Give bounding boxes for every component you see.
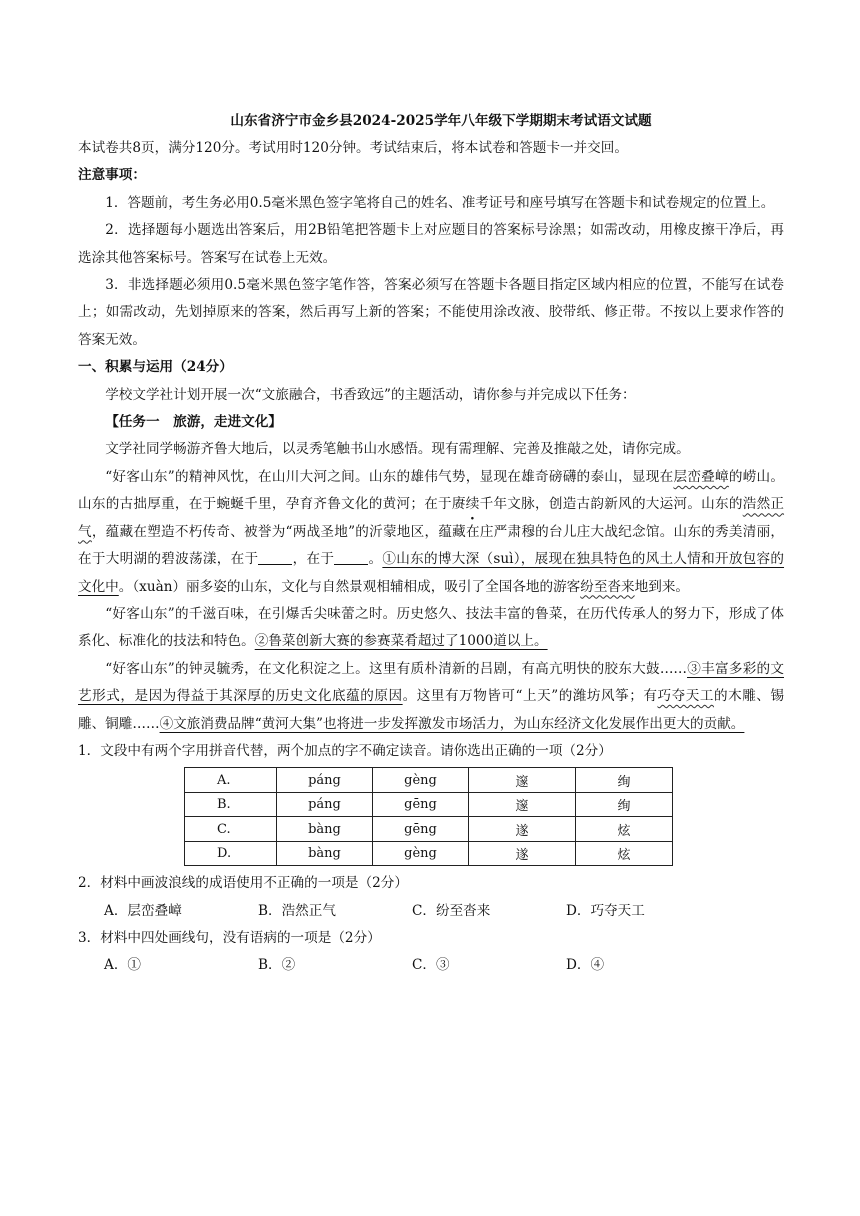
option-cell: páng [277, 768, 373, 793]
option-cell: A. [185, 768, 277, 793]
option-cell: gèng [373, 768, 469, 793]
option-row[interactable] [185, 841, 673, 866]
question-2: 2．材料中画波浪线的成语使用不正确的一项是（2分） [78, 875, 408, 892]
option-cell: gèng [373, 841, 469, 866]
dotted-char: 赓 [451, 496, 466, 513]
task-1-description: 文学社同学畅游齐鲁大地后，以灵秀笔触书山水感悟。现有需理解、完善及推敲之处，请你完成。 [105, 441, 690, 458]
passage-text: 。（xuàn）丽多姿的山东，文化与自然景观相辅相成，吸引了全国各地的游客 [118, 578, 581, 595]
question-3: 3．材料中四处画线句，没有语病的一项是（2分） [78, 929, 381, 946]
section-heading-1: 一、积累与运用（24分） [78, 359, 233, 376]
option-cell: D. [185, 841, 277, 866]
question-1: 1．文段中有两个字用拼音代替，两个加点的字不确定读音。请你选出正确的一项（2分） [78, 742, 612, 759]
passage-paragraph-2 [78, 601, 784, 656]
passage-text: “好客山东”的钟灵毓秀，在文化积淀之上。这里有质朴清新的吕剧，有高亢明快的胶东大鼓…… [105, 660, 688, 677]
option-row[interactable] [185, 817, 673, 842]
option-cell: B. [185, 792, 277, 817]
choice-c[interactable]: C．③ [412, 957, 450, 974]
idiom-wavy-1: 层峦叠嶂 [673, 468, 729, 485]
passage-paragraph-3 [78, 656, 784, 738]
underlined-sentence-1: ①山东的博大深（suì），展现在独具特色的风土人情和开放包容的文化中 [78, 551, 785, 595]
question-1-options-table [184, 767, 673, 866]
choice-a[interactable]: A．① [104, 957, 142, 974]
notice-item-2: 2．选择题每小题选出答案后，用2B铅笔把答题卡上对应题目的答案标号涂黑；如需改动，用橡皮擦干净后，再选涂其他答案标号。答案写在试卷上无效。 [78, 222, 784, 266]
option-cell: bàng [277, 841, 373, 866]
exam-intro: 本试卷共8页，满分120分。考试用时120分钟。考试结束后，将本试卷和答题卡一并交回。 [78, 140, 628, 156]
option-cell: bàng [277, 817, 373, 842]
choice-d[interactable]: D．④ [566, 957, 605, 974]
passage-text: 。 [368, 551, 383, 568]
idiom-wavy-4: 巧夺天工 [657, 688, 714, 705]
notice-heading: 注意事项： [78, 167, 146, 184]
option-cell: 绚 [576, 792, 673, 817]
option-cell: 炫 [576, 841, 673, 866]
underlined-sentence-2: ②鲁菜创新大赛的参赛菜肴超过了1000道以上。 [254, 633, 548, 650]
option-cell: 遂 [469, 841, 576, 866]
underlined-sentence-4: ④文旅消费品牌“黄河大集”也将进一步发挥激发市场活力，为山东经济文化发展作出更大的贡献。 [159, 715, 745, 732]
choice-b[interactable]: B．② [258, 957, 296, 974]
passage-text: 续千年文脉，创造古韵新风的大运河。山东的 [465, 496, 743, 513]
choice-d[interactable]: D．巧夺天工 [566, 902, 645, 919]
option-cell: 炫 [576, 817, 673, 842]
option-cell: 遂 [469, 817, 576, 842]
fill-blank-1[interactable] [258, 550, 292, 565]
notice-item-3: 3．非选择题必须用0.5毫米黑色签字笔作答，答案必须写在答题卡各题目指定区域内相应的位置，不能写在试卷上；如需改动，先划掉原来的答案，然后再写上新的答案；不能使用涂改液、胶带纸、修正带。不按以上要求作答的答案无效。 [78, 277, 784, 348]
choice-c[interactable]: C．纷至沓来 [412, 902, 491, 919]
option-cell: 邃 [469, 768, 576, 793]
passage-paragraph-1 [78, 464, 784, 601]
exam-title: 山东省济宁市金乡县2024-2025学年八年级下学期期末考试语文试题 [230, 113, 652, 129]
notice-item-1: 1．答题前，考生务必用0.5毫米黑色签字笔将自己的姓名、准考证号和座号填写在答题卡和试卷规定的位置上。 [105, 194, 775, 211]
passage-text: ，在于 [292, 551, 335, 568]
exam-page [78, 108, 784, 979]
choice-b[interactable]: B．浩然正气 [258, 902, 336, 919]
option-cell: gēng [373, 792, 469, 817]
passage-text: 。这里有万物皆可“上天”的潍坊风筝；有 [402, 688, 658, 705]
option-row[interactable] [185, 768, 673, 793]
option-cell: 绚 [576, 768, 673, 793]
passage-text: 的木雕、锡雕、铜雕…… [78, 688, 785, 732]
task-1-heading: 【任务一 旅游，走进文化】 [105, 414, 282, 431]
option-cell: gēng [373, 817, 469, 842]
underlined-sentence-3: ③丰富多彩的文艺形式，是因为得益于其深厚的历史文化底蕴的原因 [78, 660, 784, 705]
passage-text: “好客山东”的千滋百味，在引爆舌尖味蕾之时。历史悠久、技法丰富的鲁菜，在历代传承人的努力下，形成了体系化、标准化的技法和特色。 [78, 605, 784, 650]
fill-blank-2[interactable] [334, 550, 368, 565]
idiom-wavy-3: 纷至沓来 [580, 578, 635, 595]
passage-text: 地到来。 [634, 578, 690, 595]
question-2-choices [78, 898, 784, 925]
option-row[interactable] [185, 792, 673, 817]
idiom-wavy-2: 浩然正气 [78, 496, 785, 540]
option-cell: 邃 [469, 792, 576, 817]
option-cell: C. [185, 817, 277, 842]
choice-a[interactable]: A．层峦叠嶂 [104, 902, 182, 919]
task-intro: 学校文学社计划开展一次“文旅融合，书香致远”的主题活动，请你参与并完成以下任务： [105, 386, 636, 403]
option-cell: páng [277, 792, 373, 817]
question-3-choices [78, 952, 784, 979]
passage-text: “好客山东”的精神风忱，在山川大河之间。山东的雄伟气势，显现在雄奇磅礴的泰山，显现在 [105, 468, 674, 485]
passage-text: ，蕴藏在塑造不朽传奇、被誉为“两战圣地”的沂蒙地区，蕴藏在庄严肃穆的台儿庄大战纪念馆。山东的秀美清丽，在于大明湖的碧波荡漾，在于 [78, 523, 784, 568]
passage-text: 的崂山。山东的古拙厚重，在于蜿蜒千里，孕育齐鲁文化的黄河；在于 [78, 468, 784, 513]
